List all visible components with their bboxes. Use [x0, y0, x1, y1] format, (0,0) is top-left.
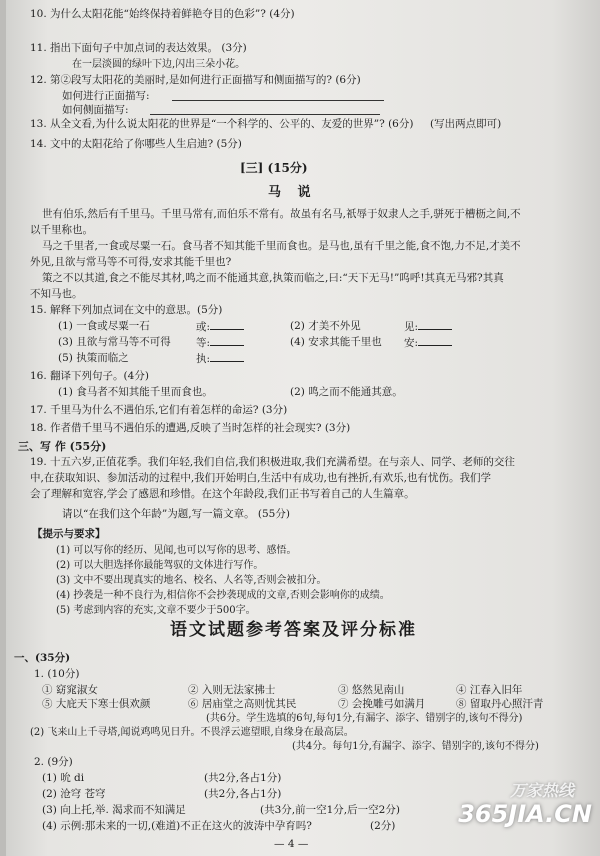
- answer-2-1-note: (共2分,各占1分): [204, 772, 282, 784]
- answer-1-poem-note: (共4分。每句1分,有漏字、添字、错别字的,该句不得分): [292, 741, 539, 752]
- question-15-3: (3) 且欲与常马等不可得: [58, 336, 171, 348]
- question-19-line3: 会了理解和宽容,学会了感恩和珍惜。在这个年龄段,我们正书写着自己的人生篇章。: [30, 488, 415, 500]
- passage-p1-line2: 以千里称也。: [30, 224, 93, 236]
- question-16-1: (1) 食马者不知其能千里而食也。: [58, 386, 213, 398]
- page-number: — 4 —: [274, 838, 309, 850]
- question-12: 12. 第②段写太阳花的美丽时,是如何进行正面描写和侧面描写的? (6分): [30, 74, 361, 86]
- question-15-3-label: 等:: [196, 336, 244, 350]
- hint-item-3: (3) 文中不要出现真实的地名、校名、人名等,否则会被扣分。: [56, 575, 327, 586]
- answer-1-item: ④ 江春入旧年: [456, 684, 523, 696]
- answer-1-poem: (2) 飞来山上千寻塔,闻说鸡鸣见日升。不畏浮云遮望眼,自缘身在最高层。: [30, 727, 354, 738]
- answer-2-3: (3) 向上托,举. 渴求而不知满足: [42, 804, 186, 816]
- passage-title: 马 说: [268, 185, 317, 200]
- watermark-chinese: 万家热线: [509, 781, 574, 800]
- answer-1-item: ③ 悠然见南山: [338, 684, 405, 696]
- question-12-front: 如何进行正面描写:: [62, 90, 150, 102]
- question-18: 18. 作者借千里马不遇伯乐的遭遇,反映了当时怎样的社会现实? (3分): [30, 422, 351, 434]
- question-10: 10. 为什么太阳花能“始终保持着鲜艳夺目的色彩”? (4分): [30, 8, 295, 20]
- answer-2-3-note: (共3分,前一空1分,后一空2分): [260, 804, 400, 816]
- answer-1-item: ⑤ 大庇天下寒士俱欢颜: [42, 698, 151, 710]
- passage-p2-line1: 马之千里者,一食或尽粟一石。食马者不知其能千里而食也。是马也,虽有千里之能,食不饱,力不足,才美不: [42, 240, 521, 252]
- question-19-prompt: 请以“在我们这个年龄”为题,写一篇文章。 (55分): [62, 508, 290, 520]
- answer-2-4-note: (2分): [370, 820, 396, 832]
- answer-1-item: ② 入则无法家拂士: [188, 684, 276, 696]
- answer-key-title: 语文试题参考答案及评分标准: [170, 620, 417, 640]
- answer-blank: [418, 320, 452, 330]
- question-14: 14. 文中的太阳花给了你哪些人生启迪? (5分): [30, 138, 242, 150]
- page-edge-shadow: [0, 0, 6, 856]
- question-15-1-label: 或:: [196, 320, 244, 334]
- hint-item-5: (5) 考虑到内容的充实,文章不要少于500字。: [56, 605, 256, 616]
- question-15-2-label: 见:: [404, 320, 452, 334]
- question-15-1: (1) 一食或尽粟一石: [58, 320, 150, 332]
- question-16-2: (2) 鸣之而不能通其意。: [290, 386, 403, 398]
- section-3-heading: [三] (15分): [240, 161, 308, 175]
- answer-2-4: (4) 示例:那未来的一切,(难道)不正在这火的波涛中孕育吗?: [42, 820, 312, 832]
- hint-item-2: (2) 可以大胆选择你最能驾驭的文体进行写作。: [56, 560, 264, 571]
- question-16: 16. 翻译下列句子。(4分): [30, 370, 149, 382]
- passage-p1-line1: 世有伯乐,然后有千里马。千里马常有,而伯乐不常有。故虽有名马,祇辱于奴隶人之手,骈死于槽枥之间,不: [42, 208, 521, 220]
- answer-1-item: ① 窈窕淑女: [42, 684, 98, 696]
- answer-line: [150, 114, 380, 115]
- answer-2-heading: 2. (9分): [34, 756, 73, 768]
- question-11-quote: 在一层淡圆的绿叶下边,闪出三朵小花。: [72, 59, 246, 70]
- question-15-4-label: 安:: [404, 336, 452, 350]
- writing-section-heading: 三、写 作 (55分): [18, 440, 107, 453]
- answer-2-2-note: (共2分,各占1分): [204, 788, 282, 800]
- hint-title: 【提示与要求】: [32, 528, 106, 540]
- question-13-note: (写出两点即可): [430, 118, 502, 130]
- question-15-2: (2) 才美不外见: [290, 320, 361, 332]
- answer-1-item: ⑥ 居庙堂之高则忧其民: [188, 698, 297, 710]
- hint-item-1: (1) 可以写你的经历、见闻,也可以写你的思考、感悟。: [56, 545, 297, 556]
- passage-p2-line2: 外见,且欲与常马等不可得,安求其能千里也?: [30, 256, 232, 268]
- answer-1-note: (共6分。学生选填的6句,每句1分,有漏字、添字、错别字的,该句不得分): [206, 713, 523, 724]
- question-19-line1: 19. 十五六岁,正值花季。我们年轻,我们自信,我们积极进取,我们充满希望。在与亲人、同学、老师的交往: [30, 456, 515, 468]
- question-15-5: (5) 执策而临之: [58, 352, 129, 364]
- answer-section-1: 一、(35分): [14, 652, 71, 664]
- answer-2-2: (2) 沧穹 苍穹: [42, 788, 106, 800]
- passage-p3-line1: 策之不以其道,食之不能尽其材,鸣之而不能通其意,执策而临之,曰:“天下无马!”呜呼!其真无马邪?其真: [42, 272, 504, 284]
- answer-1-item: ⑧ 留取丹心照汗青: [456, 698, 544, 710]
- watermark-site: 365JIA.CN: [458, 800, 592, 828]
- question-19-line2: 中,在获取知识、参加活动的过程中,我们开始明白,生活中有成功,也有挫折,有欢乐,也有忧伤。我们学: [30, 472, 492, 484]
- question-12-side: 如何侧面描写:: [62, 104, 129, 116]
- site-watermark: [458, 781, 592, 828]
- question-15-5-label: 执:: [196, 352, 244, 366]
- answer-blank: [418, 336, 452, 346]
- question-17: 17. 千里马为什么不遇伯乐,它们有着怎样的命运? (3分): [30, 404, 288, 416]
- answer-line: [172, 100, 384, 101]
- passage-p3-line2: 不知马也。: [30, 288, 83, 300]
- answer-blank: [210, 320, 244, 330]
- question-15-4: (4) 安求其能千里也: [290, 336, 382, 348]
- answer-1-heading: 1. (10分): [34, 668, 80, 680]
- answer-blank: [210, 352, 244, 362]
- question-13: 13. 从全文看,为什么说太阳花的世界是“一个科学的、公平的、友爱的世界”? (6分): [30, 118, 414, 130]
- answer-blank: [210, 336, 244, 346]
- answer-2-1: (1) 吮 di: [42, 772, 85, 784]
- hint-item-4: (4) 抄袭是一种不良行为,相信你不会抄袭现成的文章,否则会影响你的成绩。: [56, 590, 390, 601]
- answer-1-item: ⑦ 会挽雕弓如满月: [338, 698, 426, 710]
- question-11: 11. 指出下面句子中加点词的表达效果。 (3分): [30, 42, 247, 54]
- question-15: 15. 解释下列加点词在文中的意思。(5分): [30, 304, 223, 316]
